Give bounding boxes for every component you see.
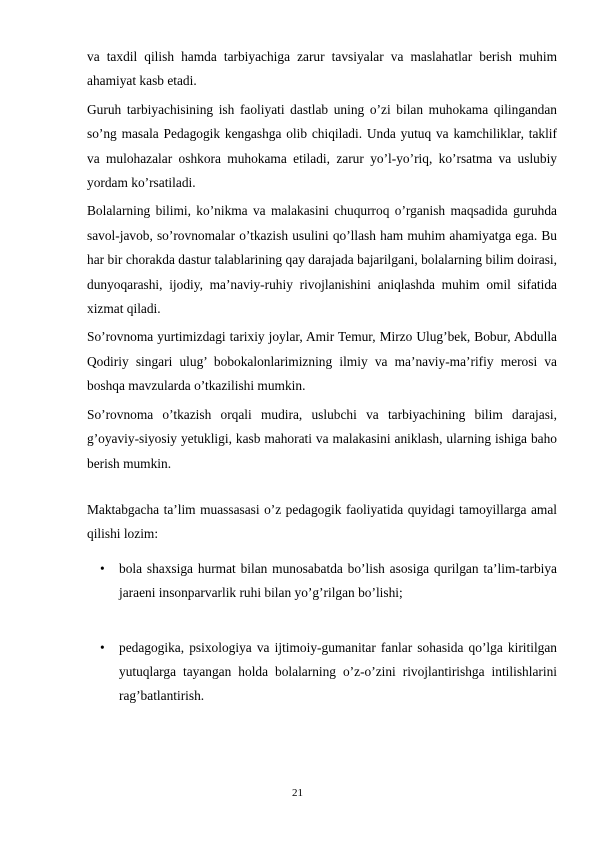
- principles-list: [87, 557, 557, 709]
- list-item-text: bola shaxsiga hurmat bilan munosabatda bo’lish asosiga qurilgan ta’lim-tarbiya jaraeni insonparvarlik ruhi bilan yo’g’rilgan bo’lishi;: [119, 560, 557, 601]
- paragraph-knowledge-study: Bolalarning bilimi, ko’nikma va malakasini chuqurroq o’rganish maqsadida guruhda savol-javob, so’rovnomalar o’tkazish usulini qo’llash ham muhim ahamiyatga ega. Bu har bir chorakda dastur talablarining qay darajada bajarilgani, bolalarning bilim doirasi, dunyoqarashi, ijodiy, ma’naviy-ruhiy rivojlanishini aniqlashda muhim omil sifatida xizmat qiladi.: [87, 203, 557, 317]
- page-number: 21: [292, 787, 303, 799]
- bullet-icon: •: [100, 560, 105, 576]
- list-item: [87, 636, 557, 709]
- list-item-text: pedagogika, psixologiya va ijtimoiy-gumanitar fanlar sohasida qo’lga kiritilgan yutuqlarga tayangan holda bolalarning o’z-o’zini rivojlantirishga intilishlarini rag’batlantirish.: [119, 639, 557, 704]
- paragraph-intro: va taxdil qilish hamda tarbiyachiga zarur tavsiyalar va maslahatlar berish muhim ahamiyat kasb etadi.: [87, 49, 557, 89]
- paragraph-survey-topics: So’rovnoma yurtimizdagi tarixiy joylar, Amir Temur, Mirzo Ulug’bek, Bobur, Abdulla Qodiriy singari ulug’ bobokalonlarimizning ilmiy va ma’naviy-ma’rifiy merosi va boshqa mavzularda o’tkazilishi mumkin.: [87, 329, 557, 394]
- paragraph-group-review: Guruh tarbiyachisining ish faoliyati dastlab uning o’zi bilan muhokama qilingandan so’ng masala Pedagogik kengashga olib chiqiladi. Unda yutuq va kamchiliklar, taklif va mulohazalar oshkora muhokama etiladi, zarur yo’l-yo’riq, ko’rsatma va uslubiy yordam ko’rsatiladi.: [87, 101, 557, 191]
- bullet-icon: •: [100, 639, 105, 655]
- paragraph-spacer: [87, 480, 557, 498]
- list-item: [87, 557, 557, 606]
- paragraph-principles-intro: Maktabgacha ta’lim muassasasi o’z pedagogik faoliyatida quyidagi tamoyillarga amal qilishi lozim:: [87, 501, 557, 542]
- document-page: [87, 45, 557, 709]
- paragraph-survey-evaluation: So’rovnoma o’tkazish orqali mudira, uslubchi va tarbiyachining bilim darajasi, g’oyaviy-siyosiy yetukligi, kasb mahorati va malakasini aniklash, ularning ishiga baho berish mumkin.: [87, 406, 557, 471]
